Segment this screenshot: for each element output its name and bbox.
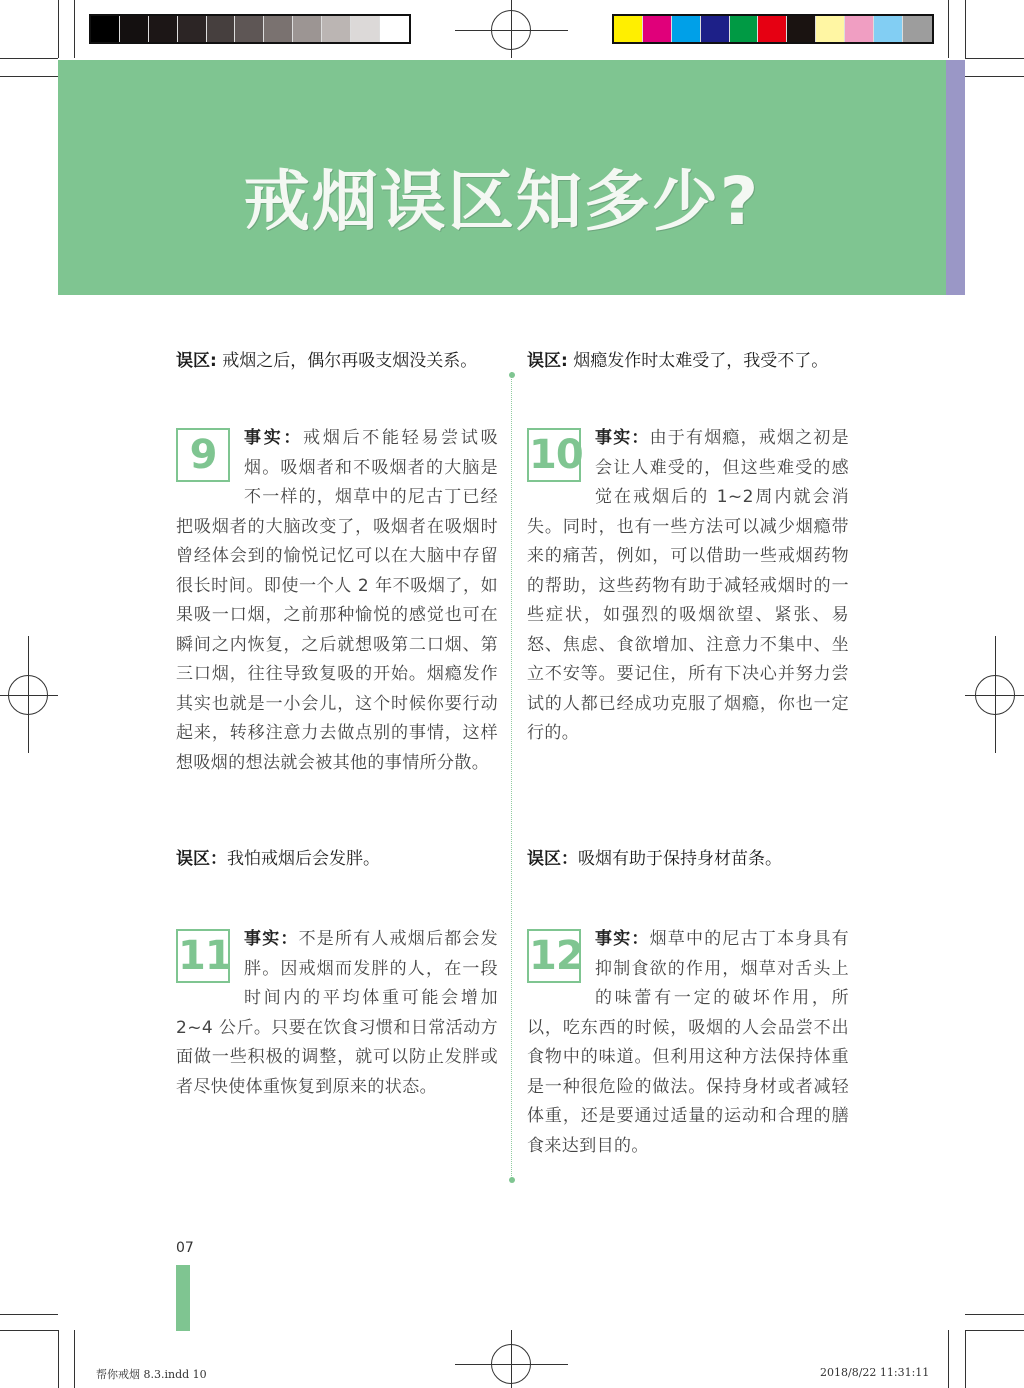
myth-label: 误区: [527, 351, 568, 371]
crop-mark [74, 0, 75, 58]
fact-block-3 [176, 925, 498, 1102]
color-swatch [293, 16, 322, 42]
fact-label: 事实： [244, 929, 299, 949]
item-number: 12 [527, 929, 581, 983]
myth-text: 戒烟之后，偶尔再吸支烟没关系。 [216, 351, 478, 371]
column-divider [511, 372, 512, 1182]
myth-label: 误区： [176, 849, 227, 869]
page-title: 戒烟误区知多少? [243, 163, 761, 240]
item-number: 9 [176, 428, 230, 482]
process-color-bar [612, 14, 934, 44]
fact-label: 事实： [595, 929, 650, 949]
item-number: 11 [176, 929, 230, 983]
color-swatch [845, 16, 874, 42]
color-swatch [351, 16, 380, 42]
grayscale-color-bar [89, 14, 411, 44]
color-swatch [149, 16, 178, 42]
page-number: 07 [176, 1240, 194, 1256]
color-swatch [207, 16, 236, 42]
color-swatch [178, 16, 207, 42]
myth-heading-2 [527, 349, 828, 373]
color-swatch [643, 16, 672, 42]
fact-block-4 [527, 925, 849, 1161]
registration-crosshair [511, 0, 512, 58]
crop-mark [0, 1330, 58, 1331]
color-swatch [701, 16, 730, 42]
fact-block-2 [527, 424, 849, 749]
color-swatch [322, 16, 351, 42]
crop-mark [965, 0, 966, 58]
color-swatch [672, 16, 701, 42]
header-banner-edge [946, 60, 965, 295]
registration-crosshair [995, 636, 996, 753]
fact-text: 不是所有人戒烟后都会发胖。因戒烟而发胖的人，在一段时间内的平均体重可能会增加 2~4 公斤。只要在饮食习惯和日常活动方面做一些积极的调整，就可以防止发胖或者尽快使体重恢复到原来的状态。 [176, 929, 499, 1097]
myth-text: 烟瘾发作时太难受了，我受不了。 [567, 351, 829, 371]
color-swatch [730, 16, 759, 42]
crop-mark [74, 1330, 75, 1388]
color-swatch [380, 16, 409, 42]
crop-mark [0, 1314, 58, 1315]
fact-label: 事实： [595, 428, 650, 448]
fact-text: 烟草中的尼古丁本身具有抑制食欲的作用，烟草对舌头上的味蕾有一定的破坏作用，所以，吃东西的时候，吸烟的人会品尝不出食物中的味道。但利用这种方法保持体重是一种很危险的做法。保持身材或者减轻体重，还是要通过适量的运动和合理的膳食来达到目的。 [527, 929, 850, 1156]
crop-mark [965, 76, 1024, 77]
crop-mark [948, 0, 949, 58]
color-swatch [874, 16, 903, 42]
crop-mark [948, 1330, 949, 1388]
fact-block-1 [176, 424, 498, 778]
color-swatch [758, 16, 787, 42]
myth-text: 吸烟有助于保持身材苗条。 [578, 849, 782, 869]
crop-mark [58, 0, 59, 58]
color-swatch [91, 16, 120, 42]
divider-dot-bottom [509, 1177, 515, 1183]
myth-text: 我怕戒烟后会发胖。 [227, 849, 380, 869]
crop-mark [965, 58, 1024, 59]
registration-crosshair [28, 636, 29, 753]
myth-heading-4 [527, 847, 782, 871]
crop-mark [0, 76, 58, 77]
registration-crosshair [0, 695, 58, 696]
myth-heading-1 [176, 349, 477, 373]
fact-text: 由于有烟瘾，戒烟之初是会让人难受的，但这些难受的感觉在戒烟后的 1~2周内就会消失。同时，也有一些方法可以减少烟瘾带来的痛苦，例如，可以借助一些戒烟药物的帮助，这些药物有助于减轻戒烟时的一些症状，如强烈的吸烟欲望、紧张、易怒、焦虑、食欲增加、注意力不集中、坐立不安等。要记住，所有下决心并努力尝试的人都已经成功克服了烟瘾，你也一定行的。 [527, 428, 850, 743]
crop-mark [965, 1330, 966, 1388]
color-swatch [903, 16, 932, 42]
crop-mark [965, 1330, 1024, 1331]
myth-heading-3 [176, 847, 380, 871]
crop-mark [58, 1330, 59, 1388]
color-swatch [235, 16, 264, 42]
myth-label: 误区： [527, 849, 578, 869]
registration-crosshair [511, 1330, 512, 1388]
crop-mark [0, 58, 58, 59]
crop-mark [965, 1314, 1024, 1315]
divider-dot-top [509, 372, 515, 378]
file-info: 帮你戒烟 8.3.indd 10 [96, 1368, 207, 1381]
timestamp: 2018/8/22 11:31:11 [820, 1366, 930, 1379]
fact-label: 事实： [244, 428, 304, 448]
item-number: 10 [527, 428, 581, 482]
fact-text: 戒烟后不能轻易尝试吸烟。吸烟者和不吸烟者的大脑是不一样的，烟草中的尼古丁已经把吸烟者的大脑改变了，吸烟者在吸烟时曾经体会到的愉悦记忆可以在大脑中存留很长时间。即使一个人 2 年不吸烟了，如果吸一口烟，之前那种愉悦的感觉也可在瞬间之内恢复，之后就想吸第二口烟、第三口烟，往往导致复吸的开始。烟瘾发作其实也就是一小会儿，这个时候你要行动起来，转移注意力去做点别的事情，这样想吸烟的想法就会被其他的事情所分散。 [176, 428, 499, 773]
color-swatch [787, 16, 816, 42]
color-swatch [264, 16, 293, 42]
page-number-bar [176, 1265, 190, 1331]
color-swatch [120, 16, 149, 42]
myth-label: 误区: [176, 351, 217, 371]
color-swatch [816, 16, 845, 42]
color-swatch [614, 16, 643, 42]
